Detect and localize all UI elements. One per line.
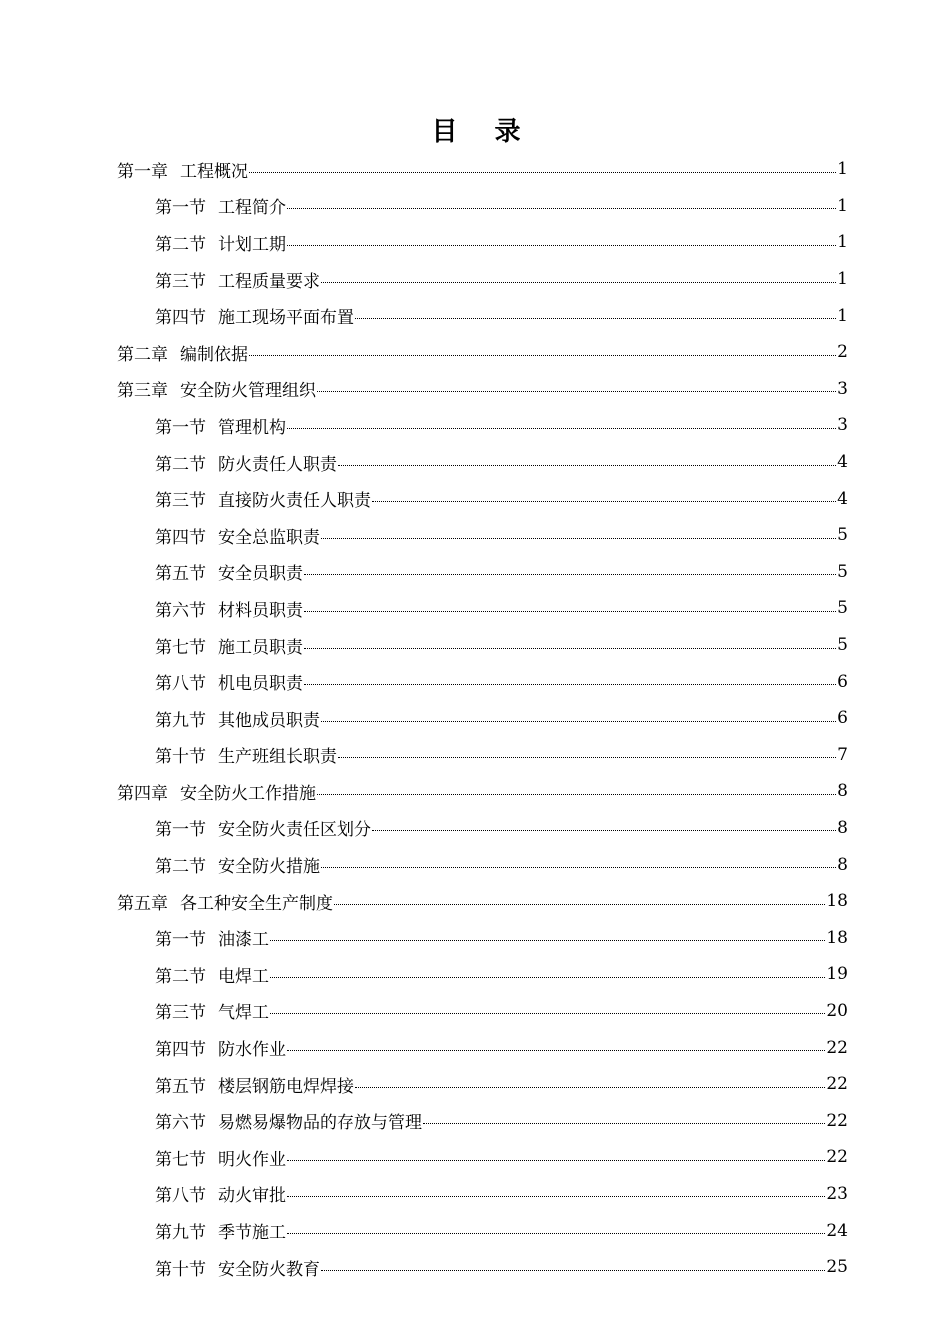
dot-leader <box>355 1087 825 1088</box>
toc-section-entry[interactable] <box>117 554 848 591</box>
toc-entry-number: 第二章 <box>117 344 168 365</box>
dot-leader <box>304 648 836 649</box>
toc-page-number: 1 <box>837 195 848 216</box>
toc-page-number: 8 <box>837 817 848 838</box>
toc-section-entry[interactable] <box>117 627 848 664</box>
toc-section-entry[interactable] <box>117 956 848 993</box>
toc-entry-label <box>117 779 316 804</box>
dot-leader <box>287 428 836 429</box>
toc-section-entry[interactable] <box>117 737 848 774</box>
toc-entry-number: 第一节 <box>155 417 206 438</box>
toc-page-number: 1 <box>837 305 848 326</box>
toc-page-number: 22 <box>826 1037 848 1058</box>
toc-entry-number: 第八节 <box>155 1186 206 1207</box>
dot-leader <box>321 538 836 539</box>
dot-leader <box>287 1160 825 1161</box>
toc-page-number: 3 <box>837 415 848 436</box>
toc-entry-label <box>155 1035 286 1060</box>
toc-section-entry[interactable] <box>117 590 848 627</box>
toc-entry-number: 第一节 <box>155 820 206 841</box>
toc-section-entry[interactable] <box>117 1139 848 1176</box>
toc-entry-number: 第七节 <box>155 1149 206 1170</box>
toc-page-number: 5 <box>837 598 848 619</box>
toc-page-number: 6 <box>837 671 848 692</box>
toc-entry-title: 施工现场平面布置 <box>218 308 354 329</box>
dot-leader <box>270 940 825 941</box>
dot-leader <box>334 904 825 905</box>
toc-entry-title: 防水作业 <box>218 1040 286 1061</box>
dot-leader <box>270 1013 825 1014</box>
toc-section-entry[interactable] <box>117 444 848 481</box>
toc-page-number: 5 <box>837 635 848 656</box>
dot-leader <box>287 1196 825 1197</box>
toc-entry-label <box>155 925 269 950</box>
toc-section-entry[interactable] <box>117 846 848 883</box>
toc-entry-label <box>155 1181 286 1206</box>
dot-leader <box>317 391 836 392</box>
toc-entry-title: 安全防火工作措施 <box>180 783 316 804</box>
dot-leader <box>338 757 836 758</box>
toc-entry-number: 第一节 <box>155 198 206 219</box>
toc-entry-title: 管理机构 <box>218 417 286 438</box>
toc-section-entry[interactable] <box>117 188 848 225</box>
dot-leader <box>372 830 836 831</box>
toc-entry-number: 第二节 <box>155 454 206 475</box>
toc-page-number: 1 <box>837 232 848 253</box>
toc-page-number: 19 <box>826 964 848 985</box>
toc-page-number: 5 <box>837 561 848 582</box>
dot-leader <box>304 611 836 612</box>
toc-entry-number: 第四节 <box>155 1040 206 1061</box>
toc-entry-title: 工程概况 <box>180 161 248 182</box>
toc-entry-title: 季节施工 <box>218 1223 286 1244</box>
dot-leader <box>321 867 836 868</box>
toc-entry-number: 第三节 <box>155 271 206 292</box>
toc-page-number: 24 <box>826 1220 848 1241</box>
toc-page-number: 7 <box>837 744 848 765</box>
toc-entry-label <box>155 559 303 584</box>
toc-section-entry[interactable] <box>117 919 848 956</box>
toc-section-entry[interactable] <box>117 700 848 737</box>
toc-entry-label <box>155 523 320 548</box>
toc-entry-number: 第九节 <box>155 710 206 731</box>
toc-entry-label <box>117 340 248 365</box>
toc-page-number: 22 <box>826 1074 848 1095</box>
toc-entry-title: 工程质量要求 <box>218 271 320 292</box>
toc-entry-title: 安全防火管理组织 <box>180 381 316 402</box>
toc-entry-title: 动火审批 <box>218 1186 286 1207</box>
toc-entry-label <box>155 193 286 218</box>
dot-leader <box>338 465 836 466</box>
dot-leader <box>287 245 836 246</box>
toc-page-number: 8 <box>837 781 848 802</box>
toc-chapter-entry[interactable] <box>117 334 848 371</box>
toc-entry-label <box>155 633 303 658</box>
toc-chapter-entry[interactable] <box>117 151 848 188</box>
toc-entry-number: 第五节 <box>155 1076 206 1097</box>
toc-entry-title: 安全员职责 <box>218 564 303 585</box>
toc-page-number: 23 <box>826 1183 848 1204</box>
toc-entry-title: 生产班组长职责 <box>218 747 337 768</box>
dot-leader <box>317 794 836 795</box>
toc-entry-number: 第四节 <box>155 527 206 548</box>
toc-section-entry[interactable] <box>117 1212 848 1249</box>
toc-entry-number: 第四节 <box>155 308 206 329</box>
dot-leader <box>304 574 836 575</box>
dot-leader <box>287 1050 825 1051</box>
toc-entry-label <box>155 742 337 767</box>
toc-chapter-entry[interactable] <box>117 883 848 920</box>
toc-entry-title: 其他成员职责 <box>218 710 320 731</box>
toc-section-entry[interactable] <box>117 1102 848 1139</box>
toc-entry-title: 材料员职责 <box>218 600 303 621</box>
toc-page-number: 4 <box>837 488 848 509</box>
dot-leader <box>287 208 836 209</box>
toc-chapter-entry[interactable] <box>117 773 848 810</box>
toc-entry-number: 第五章 <box>117 893 168 914</box>
toc-section-entry[interactable] <box>117 480 848 517</box>
dot-leader <box>372 501 836 502</box>
toc-section-entry[interactable] <box>117 517 848 554</box>
toc-entry-label <box>117 157 248 182</box>
toc-section-entry[interactable] <box>117 810 848 847</box>
toc-page-number: 6 <box>837 708 848 729</box>
toc-section-entry[interactable] <box>117 993 848 1030</box>
toc-entry-label <box>155 596 303 621</box>
toc-entry-title: 机电员职责 <box>218 674 303 695</box>
toc-entry-label <box>155 267 320 292</box>
toc-entry-title: 气焊工 <box>218 1003 269 1024</box>
toc-section-entry[interactable] <box>117 663 848 700</box>
toc-entry-number: 第一章 <box>117 161 168 182</box>
toc-entry-number: 第一节 <box>155 930 206 951</box>
toc-page-number: 4 <box>837 452 848 473</box>
dot-leader <box>287 1233 825 1234</box>
toc-entry-label <box>155 998 269 1023</box>
toc-page-number: 18 <box>826 891 848 912</box>
toc-page-number: 18 <box>826 927 848 948</box>
toc-entry-title: 编制依据 <box>180 344 248 365</box>
toc-entry-title: 易燃易爆物品的存放与管理 <box>218 1113 422 1134</box>
toc-entry-number: 第二节 <box>155 857 206 878</box>
toc-entry-number: 第十节 <box>155 747 206 768</box>
toc-page-number: 22 <box>826 1110 848 1131</box>
toc-entry-title: 直接防火责任人职责 <box>218 491 371 512</box>
toc-section-entry[interactable] <box>117 407 848 444</box>
dot-leader <box>321 282 836 283</box>
toc-section-entry[interactable] <box>117 297 848 334</box>
toc-section-entry[interactable] <box>117 1249 848 1286</box>
toc-entry-number: 第十节 <box>155 1259 206 1280</box>
dot-leader <box>249 355 836 356</box>
toc-entry-label <box>155 815 371 840</box>
toc-entry-title: 明火作业 <box>218 1149 286 1170</box>
toc-entry-number: 第五节 <box>155 564 206 585</box>
toc-page-number: 1 <box>837 159 848 180</box>
toc-section-entry[interactable] <box>117 224 848 261</box>
toc-list <box>117 151 848 1285</box>
toc-section-entry[interactable] <box>117 1066 848 1103</box>
dot-leader <box>249 172 836 173</box>
toc-entry-label <box>155 1145 286 1170</box>
toc-entry-label <box>155 1255 320 1280</box>
toc-entry-label <box>155 706 320 731</box>
toc-page-number: 25 <box>826 1257 848 1278</box>
toc-entry-number: 第二节 <box>155 966 206 987</box>
toc-entry-number: 第二节 <box>155 234 206 255</box>
toc-section-entry[interactable] <box>117 1176 848 1213</box>
toc-entry-label <box>155 413 286 438</box>
toc-entry-title: 计划工期 <box>218 234 286 255</box>
toc-page-number: 1 <box>837 269 848 290</box>
toc-page-number: 2 <box>837 342 848 363</box>
toc-entry-number: 第七节 <box>155 637 206 658</box>
toc-entry-label <box>155 1218 286 1243</box>
toc-entry-label <box>155 230 286 255</box>
toc-entry-label <box>155 669 303 694</box>
toc-entry-number: 第三章 <box>117 381 168 402</box>
dot-leader <box>355 318 836 319</box>
toc-entry-title: 安全防火措施 <box>218 857 320 878</box>
dot-leader <box>321 721 836 722</box>
toc-page-number: 22 <box>826 1147 848 1168</box>
toc-entry-title: 安全防火教育 <box>218 1259 320 1280</box>
toc-entry-number: 第六节 <box>155 1113 206 1134</box>
toc-entry-title: 楼层钢筋电焊焊接 <box>218 1076 354 1097</box>
toc-page-number: 5 <box>837 525 848 546</box>
toc-chapter-entry[interactable] <box>117 371 848 408</box>
toc-entry-title: 油漆工 <box>218 930 269 951</box>
dot-leader <box>270 977 825 978</box>
toc-page-number: 20 <box>826 1000 848 1021</box>
toc-entry-number: 第六节 <box>155 600 206 621</box>
toc-entry-number: 第三节 <box>155 1003 206 1024</box>
toc-page-number: 3 <box>837 378 848 399</box>
toc-entry-label <box>155 1072 354 1097</box>
toc-entry-label <box>155 852 320 877</box>
toc-entry-number: 第四章 <box>117 783 168 804</box>
toc-entry-label <box>155 486 371 511</box>
toc-entry-title: 防火责任人职责 <box>218 454 337 475</box>
toc-entry-number: 第九节 <box>155 1223 206 1244</box>
toc-page-number: 8 <box>837 854 848 875</box>
toc-entry-number: 第八节 <box>155 674 206 695</box>
toc-entry-label <box>155 450 337 475</box>
dot-leader <box>321 1270 825 1271</box>
toc-entry-title: 安全防火责任区划分 <box>218 820 371 841</box>
toc-entry-label <box>117 889 333 914</box>
toc-entry-title: 安全总监职责 <box>218 527 320 548</box>
toc-entry-title: 电焊工 <box>218 966 269 987</box>
toc-entry-title: 施工员职责 <box>218 637 303 658</box>
toc-title: 目 录 <box>431 117 535 147</box>
toc-entry-label <box>117 376 316 401</box>
dot-leader <box>304 684 836 685</box>
toc-entry-title: 工程简介 <box>218 198 286 219</box>
toc-entry-label <box>155 962 269 987</box>
toc-section-entry[interactable] <box>117 261 848 298</box>
toc-entry-label <box>155 303 354 328</box>
toc-section-entry[interactable] <box>117 1029 848 1066</box>
dot-leader <box>423 1123 825 1124</box>
toc-entry-title: 各工种安全生产制度 <box>180 893 333 914</box>
toc-entry-number: 第三节 <box>155 491 206 512</box>
toc-entry-label <box>155 1108 422 1133</box>
